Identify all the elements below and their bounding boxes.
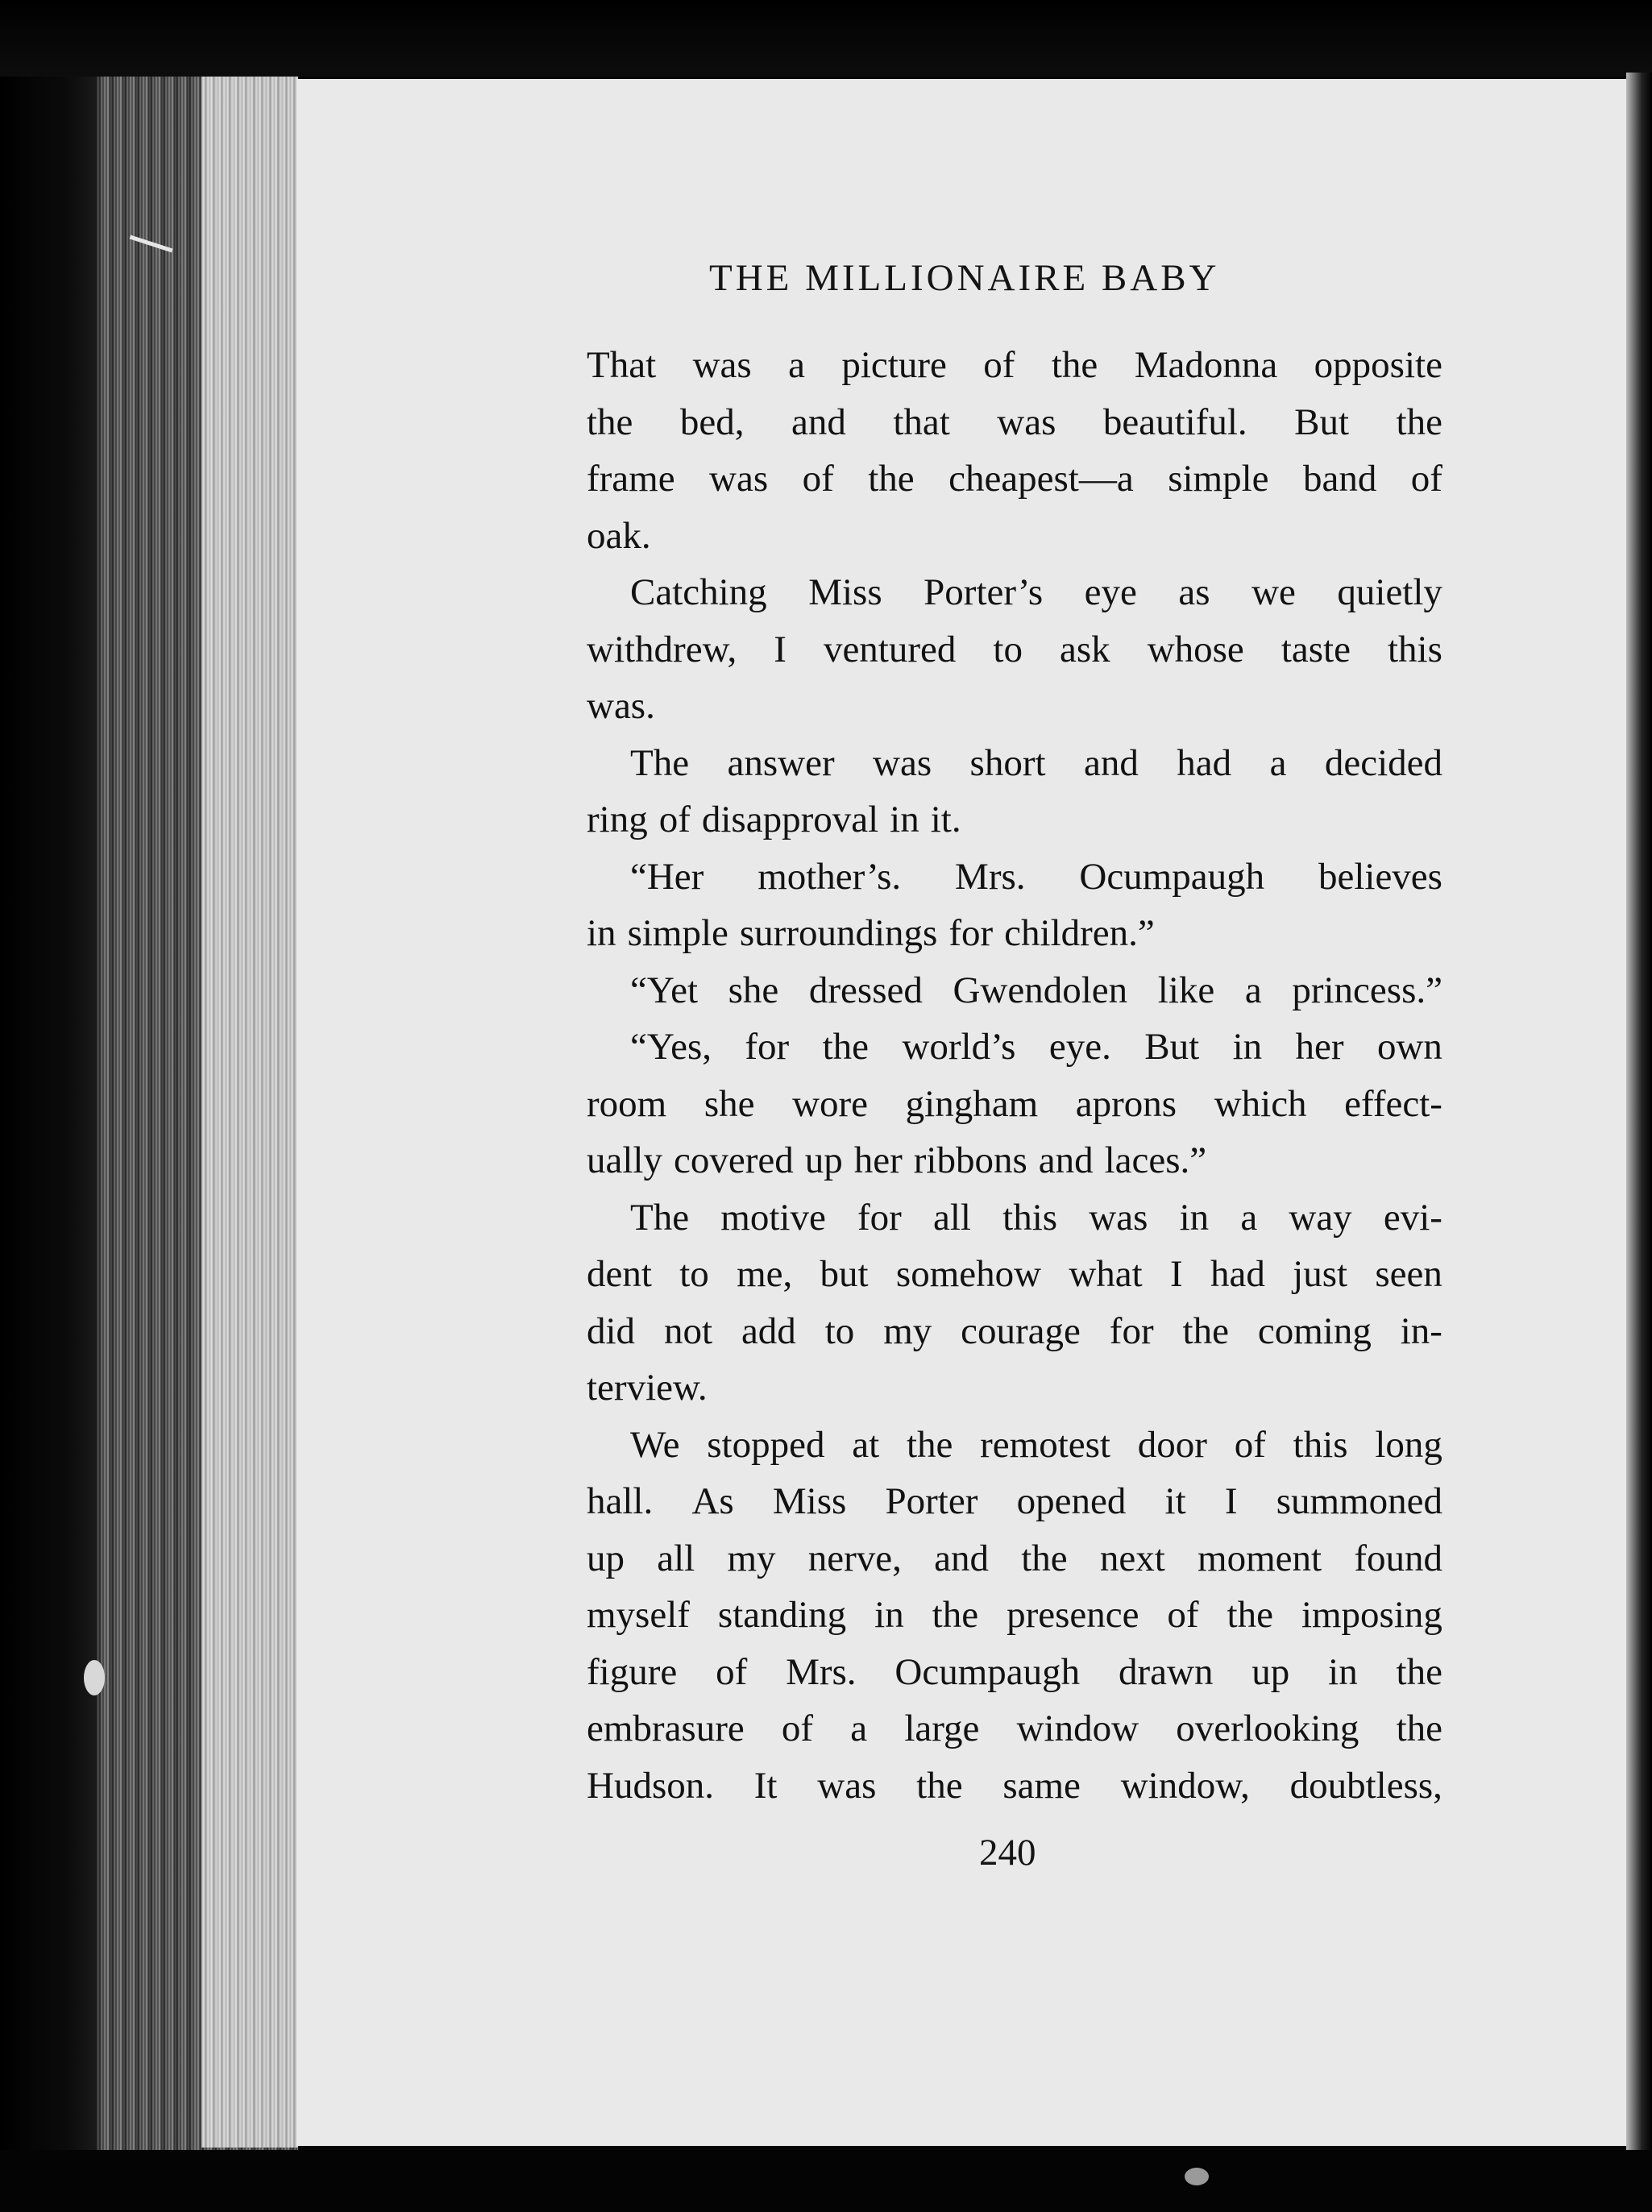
top-scan-border — [0, 0, 1652, 77]
edge-smudge — [84, 1660, 105, 1695]
page-edge-highlight — [201, 68, 298, 2148]
text-line: room she wore gingham aprons which effect- — [587, 1082, 1442, 1125]
text-line: oak. — [587, 514, 651, 557]
text-line: ually covered up her ribbons and laces.” — [587, 1139, 1207, 1181]
text-line: The answer was short and had a decided — [630, 741, 1442, 784]
text-line: We stopped at the remotest door of this long — [630, 1423, 1442, 1466]
text-line: dent to me, but somehow what I had just seen — [587, 1253, 1442, 1295]
bottom-scan-border — [0, 2150, 1652, 2212]
text-line: “Yet she dressed Gwendolen like a princess.” — [630, 969, 1442, 1011]
text-line: “Yes, for the world’s eye. But in her own — [630, 1026, 1442, 1068]
text-line: The motive for all this was in a way evi- — [630, 1196, 1442, 1239]
text-line: up all my nerve, and the next moment found — [587, 1537, 1442, 1579]
right-scan-border — [1626, 73, 1652, 2152]
body-text — [587, 337, 1442, 1814]
text-line: hall. As Miss Porter opened it I summoned — [587, 1480, 1442, 1522]
running-head: THE MILLIONAIRE BABY — [709, 257, 1220, 299]
text-line: embrasure of a large window overlooking the — [587, 1708, 1442, 1749]
text-line: That was a picture of the Madonna opposite — [587, 344, 1442, 386]
text-line: did not add to my courage for the coming in- — [587, 1309, 1442, 1352]
text-line: terview. — [587, 1367, 708, 1409]
text-line: withdrew, I ventured to ask whose taste this — [587, 628, 1442, 670]
book-spine-shadow — [0, 0, 97, 2212]
text-line: Hudson. It was the same window, doubtless, — [587, 1764, 1442, 1807]
text-line: “Her mother’s. Mrs. Ocumpaugh believes — [630, 855, 1442, 898]
text-line: myself standing in the presence of the imposing — [587, 1594, 1442, 1636]
text-line: in simple surroundings for children.” — [587, 912, 1155, 954]
text-line: figure of Mrs. Ocumpaugh drawn up in the — [587, 1650, 1442, 1693]
page-number: 240 — [979, 1832, 1036, 1874]
text-line: ring of disapproval in it. — [587, 799, 961, 840]
text-line: the bed, and that was beautiful. But the — [587, 400, 1442, 443]
text-line: Catching Miss Porter’s eye as we quietly — [630, 571, 1442, 613]
text-line: was. — [587, 685, 655, 727]
bottom-dust-speck — [1185, 2168, 1209, 2185]
text-line: frame was of the cheapest—a simple band of — [587, 458, 1442, 500]
